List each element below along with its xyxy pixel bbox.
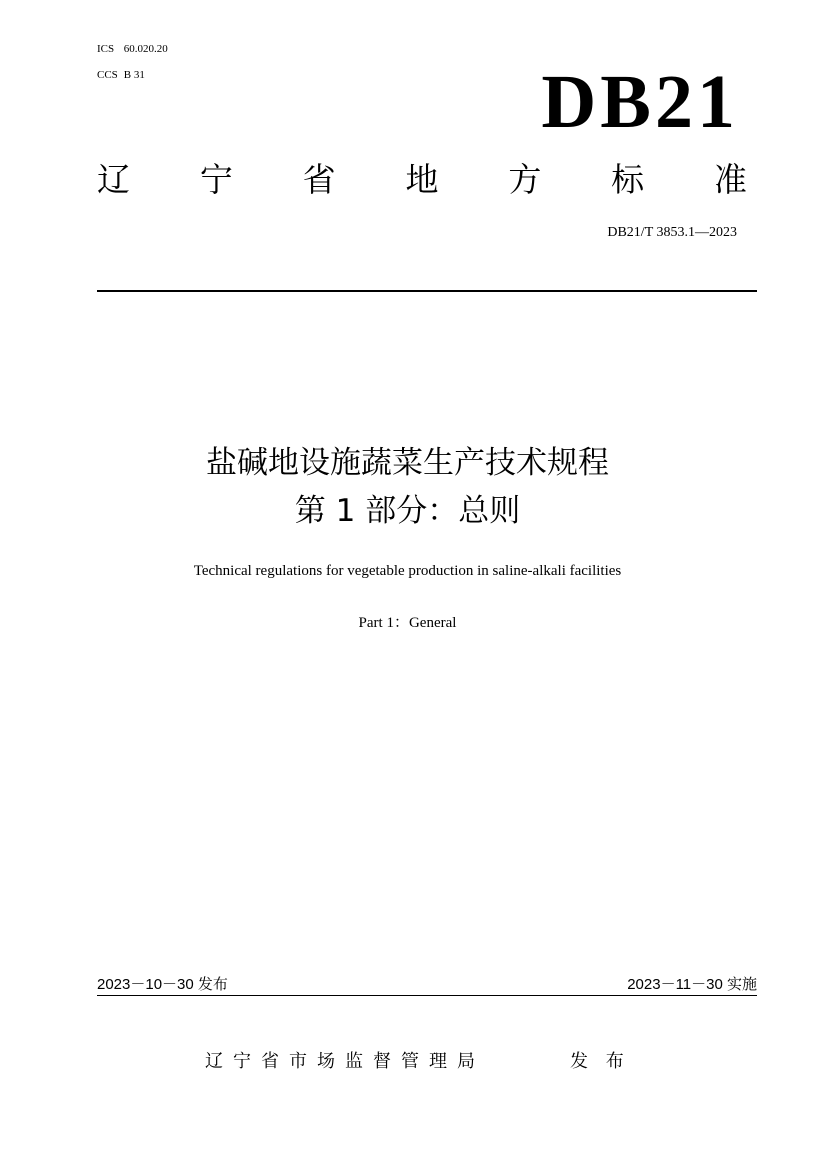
title-chinese: 盐碱地设施蔬菜生产技术规程 <box>206 445 609 481</box>
ics-value: 60.020.20 <box>123 43 168 55</box>
category-char: 方 <box>508 160 542 199</box>
standard-code-mark: DB21 <box>541 60 739 144</box>
issue-label: 发 布 <box>570 1051 630 1072</box>
header-divider <box>97 290 757 292</box>
title-english: Technical regulations for vegetable production in saline-alkali facilities <box>193 563 622 579</box>
category-char: 省 <box>302 160 336 199</box>
ics-code <box>97 43 168 56</box>
category-char: 辽 <box>97 160 130 199</box>
category-char: 准 <box>713 160 747 199</box>
issuing-authority: 辽宁省市场监督管理局 <box>205 1051 485 1072</box>
implementation-date: 2023－11－30 实施 <box>627 976 757 993</box>
category-char: 标 <box>611 160 645 199</box>
ccs-code <box>97 69 145 82</box>
date-row <box>97 975 757 996</box>
standard-category <box>97 160 747 200</box>
ccs-value: B 31 <box>123 69 145 81</box>
ics-label: ICS <box>97 43 115 55</box>
category-char: 地 <box>405 160 439 199</box>
subtitle-english: Part 1：General <box>358 615 457 631</box>
category-char: 宁 <box>199 160 233 199</box>
ccs-label: CCS <box>97 69 118 81</box>
standard-number: DB21/T 3853.1—2023 <box>607 225 737 240</box>
subtitle-chinese: 第 1 部分：总则 <box>294 493 521 529</box>
release-date: 2023－10－30 发布 <box>97 976 228 993</box>
